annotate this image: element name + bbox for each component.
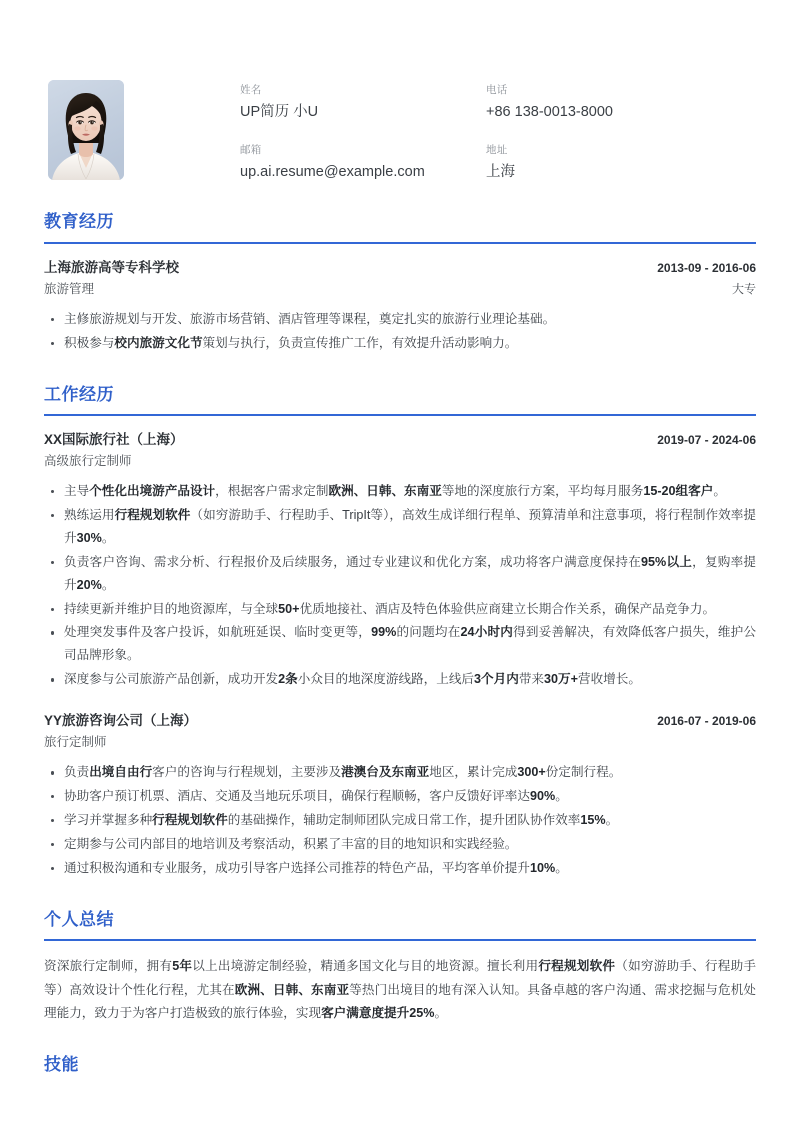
list-item: 积极参与校内旅游文化节策划与执行，负责宣传推广工作，有效提升活动影响力。 [44,332,756,355]
contact-value-address: 上海 [486,163,515,180]
section-divider-work [44,414,756,416]
education-major: 旅游管理 [44,282,95,297]
resume-header [44,0,756,182]
contact-value-name: UP简历 小U [240,103,319,120]
education-bullets [44,308,756,355]
work-entry-header [44,430,756,450]
contact-label-name: 姓名 [240,84,262,96]
work-entry-header [44,711,756,731]
work-bullets [44,761,756,880]
list-item: 熟练运用行程规划软件（如穷游助手、行程助手、TripIt等），高效生成详细行程单、预算清单和注意事项，将行程制作效率提升30%。 [44,504,756,550]
profile-photo [48,80,124,180]
contact-field-address [486,144,756,182]
work-date: 2019-07 - 2024-06 [657,433,756,447]
section-divider-education [44,242,756,244]
list-item: 定期参与公司内部目的地培训及考察活动，积累了丰富的目的地知识和实践经验。 [44,833,756,856]
work-date: 2016-07 - 2019-06 [657,714,756,729]
section-title-education: 教育经历 [44,212,114,232]
work-entry [44,430,756,691]
education-school: 上海旅游高等专科学校 [44,259,179,275]
section-title-skills: 技能 [44,1055,79,1075]
list-item: 通过积极沟通和专业服务，成功引导客户选择公司推荐的特色产品，平均客单价提升10%。 [44,857,756,880]
list-item: 主修旅游规划与开发、旅游市场营销、酒店管理等课程，奠定扎实的旅游行业理论基础。 [44,308,756,331]
education-degree: 大专 [731,282,756,297]
list-item: 学习并掌握多种行程规划软件的基础操作，辅助定制师团队完成日常工作，提升团队协作效率15%。 [44,809,756,832]
summary-text: 资深旅行定制师，拥有5年以上出境游定制经验，精通多国文化与目的地资源。擅长利用行程规划软件（如穷游助手、行程助手等）高效设计个性化行程，尤其在欧洲、日韩、东南亚等热门出境目的地有深入认知。具备卓越的客户沟通、需求挖掘与危机处理能力，致力于为客户打造极致的旅行体验，实现客户满意度提升25%。 [44,959,757,1020]
list-item: 协助客户预订机票、酒店、交通及当地玩乐项目，确保行程顺畅，客户反馈好评率达90%。 [44,785,756,808]
list-item: 负责客户咨询、需求分析、行程报价及后续服务，通过专业建议和优化方案，成功将客户满意度保持在95%以上，复购率提升20%。 [44,551,756,597]
contact-field-name [240,84,486,122]
work-entry [44,711,756,880]
section-education [44,212,756,354]
list-item: 负责出境自由行客户的咨询与行程规划，主要涉及港澳台及东南亚地区，累计完成300+份定制行程。 [44,761,756,784]
work-title: 旅行定制师 [44,735,107,750]
education-entry-subheader [44,280,756,299]
work-entry-subheader [44,733,756,752]
section-personal-summary [44,910,756,1026]
contact-label-address: 地址 [486,144,508,157]
list-item: 持续更新并维护目的地资源库，与全球50+优质地接社、酒店及特色体验供应商建立长期合作关系，确保产品竞争力。 [44,598,756,621]
list-item: 主导个性化出境游产品设计，根据客户需求定制欧洲、日韩、东南亚等地的深度旅行方案，平均每月服务15-20组客户。 [44,480,756,503]
education-date: 2013-09 - 2016-06 [657,260,756,275]
section-skills [44,1055,756,1084]
list-item: 深度参与公司旅游产品创新，成功开发2条小众目的地深度游线路，上线后3个月内带来30万+营收增长。 [44,668,756,691]
section-title-work: 工作经历 [44,384,114,404]
section-divider-summary [44,939,756,941]
education-entry [44,258,756,355]
profile-photo-image [48,80,124,180]
contact-value-phone: +86 138-0013-8000 [486,103,613,120]
work-company: YY旅游咨询公司（上海） [44,713,198,729]
work-bullets [44,480,756,691]
education-entry-header [44,258,756,278]
work-title: 高级旅行定制师 [44,454,132,469]
contact-label-phone: 电话 [486,84,508,96]
contact-grid [240,80,756,182]
list-item: 处理突发事件及客户投诉，如航班延误、临时变更等，99%的问题均在24小时内得到妥善解决，有效降低客户损失，维护公司品牌形象。 [44,621,756,667]
work-entry-subheader [44,452,756,471]
section-work-experience [44,385,756,880]
contact-field-phone [486,84,756,122]
contact-value-email: up.ai.resume@example.com [240,163,425,180]
contact-field-email [240,144,486,182]
work-company: XX国际旅行社（上海） [44,432,184,447]
section-title-summary: 个人总结 [44,909,114,929]
contact-label-email: 邮箱 [240,144,262,157]
